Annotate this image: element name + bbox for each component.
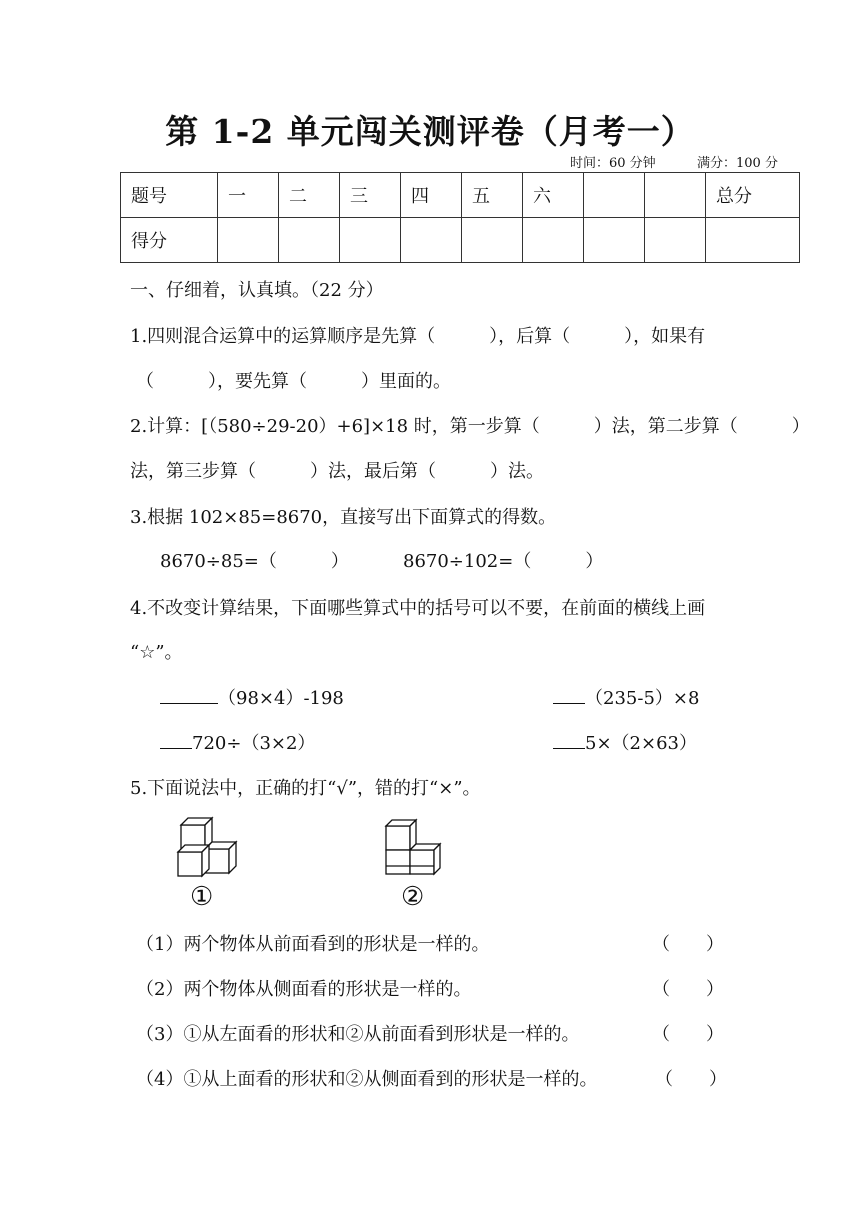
statement-3: （3）①从左面看的形状和②从前面看到形状是一样的。 (136, 1024, 580, 1045)
q1-line1: 1.四则混合运算中的运算顺序是先算（ ），后算（ ），如果有 (130, 326, 706, 347)
score-input-cell[interactable] (584, 218, 645, 263)
q4-item-d (553, 729, 697, 755)
score-input-cell[interactable] (218, 218, 279, 263)
table-cell: 四 (401, 173, 462, 218)
answer-blank[interactable] (160, 730, 192, 749)
q4-expression-c: 720÷（3×2） (192, 733, 316, 754)
answer-paren-2[interactable]: （ ） (652, 979, 724, 1000)
answer-paren-4[interactable]: （ ） (655, 1069, 727, 1090)
q3-line1: 3.根据 102×85=8670，直接写出下面算式的得数。 (130, 507, 557, 528)
table-cell (645, 173, 706, 218)
exam-time: 时间：60 分钟 (570, 156, 656, 171)
q4-expression-b: （235-5）×8 (585, 688, 700, 709)
table-cell: 六 (523, 173, 584, 218)
full-score: 满分：100 分 (697, 156, 778, 171)
score-input-cell[interactable] (401, 218, 462, 263)
table-cell: 五 (462, 173, 523, 218)
q4-item-b (553, 684, 699, 710)
q1-line2: （ ），要先算（ ）里面的。 (136, 371, 451, 392)
figure-2-label: ② (401, 882, 425, 912)
table-cell: 三 (340, 173, 401, 218)
score-input-cell[interactable] (462, 218, 523, 263)
score-table (120, 172, 800, 263)
score-table-row-header (121, 173, 800, 218)
answer-blank[interactable] (160, 685, 218, 704)
score-table-row-score (121, 218, 800, 263)
table-cell (584, 173, 645, 218)
cube-figure-1 (170, 812, 240, 884)
table-cell: 一 (218, 173, 279, 218)
table-cell: 得分 (121, 218, 218, 263)
q3-answer-b: 8670÷102=（ ） (403, 551, 604, 572)
table-cell: 题号 (121, 173, 218, 218)
statement-2: （2）两个物体从侧面看的形状是一样的。 (136, 979, 472, 1000)
score-input-cell[interactable] (645, 218, 706, 263)
q4-line2: “☆”。 (130, 642, 183, 663)
q4-line1: 4.不改变计算结果，下面哪些算式中的括号可以不要，在前面的横线上画 (130, 598, 706, 619)
answer-paren-3[interactable]: （ ） (652, 1024, 724, 1045)
answer-paren-1[interactable]: （ ） (652, 934, 724, 955)
page-title: 第 1-2 单元闯关测评卷（月考一） (165, 112, 695, 151)
statement-4: （4）①从上面看的形状和②从侧面看到的形状是一样的。 (136, 1069, 598, 1090)
table-cell: 总分 (706, 173, 800, 218)
q4-item-c (160, 729, 315, 755)
answer-blank[interactable] (553, 685, 585, 704)
q4-expression-d: 5×（2×63） (585, 733, 697, 754)
cube-figure-2 (380, 818, 444, 884)
score-input-cell[interactable] (523, 218, 584, 263)
q5-line1: 5.下面说法中，正确的打“√”，错的打“×”。 (130, 778, 481, 799)
statement-1: （1）两个物体从前面看到的形状是一样的。 (136, 934, 490, 955)
score-input-cell[interactable] (279, 218, 340, 263)
section-heading: 一、仔细着，认真填。（22 分） (130, 280, 384, 301)
q4-expression-a: （98×4）-198 (218, 688, 344, 709)
q3-answer-a: 8670÷85=（ ） (160, 551, 349, 572)
q4-item-a (160, 684, 344, 710)
score-input-cell[interactable] (706, 218, 800, 263)
q2-line2: 法，第三步算（ ）法，最后第（ ）法。 (130, 461, 544, 482)
answer-blank[interactable] (553, 730, 585, 749)
q2-line1: 2.计算：[（580÷29-20）+6]×18 时，第一步算（ ）法，第二步算（ ） (130, 416, 810, 437)
table-cell: 二 (279, 173, 340, 218)
score-input-cell[interactable] (340, 218, 401, 263)
figure-1-label: ① (190, 882, 214, 912)
